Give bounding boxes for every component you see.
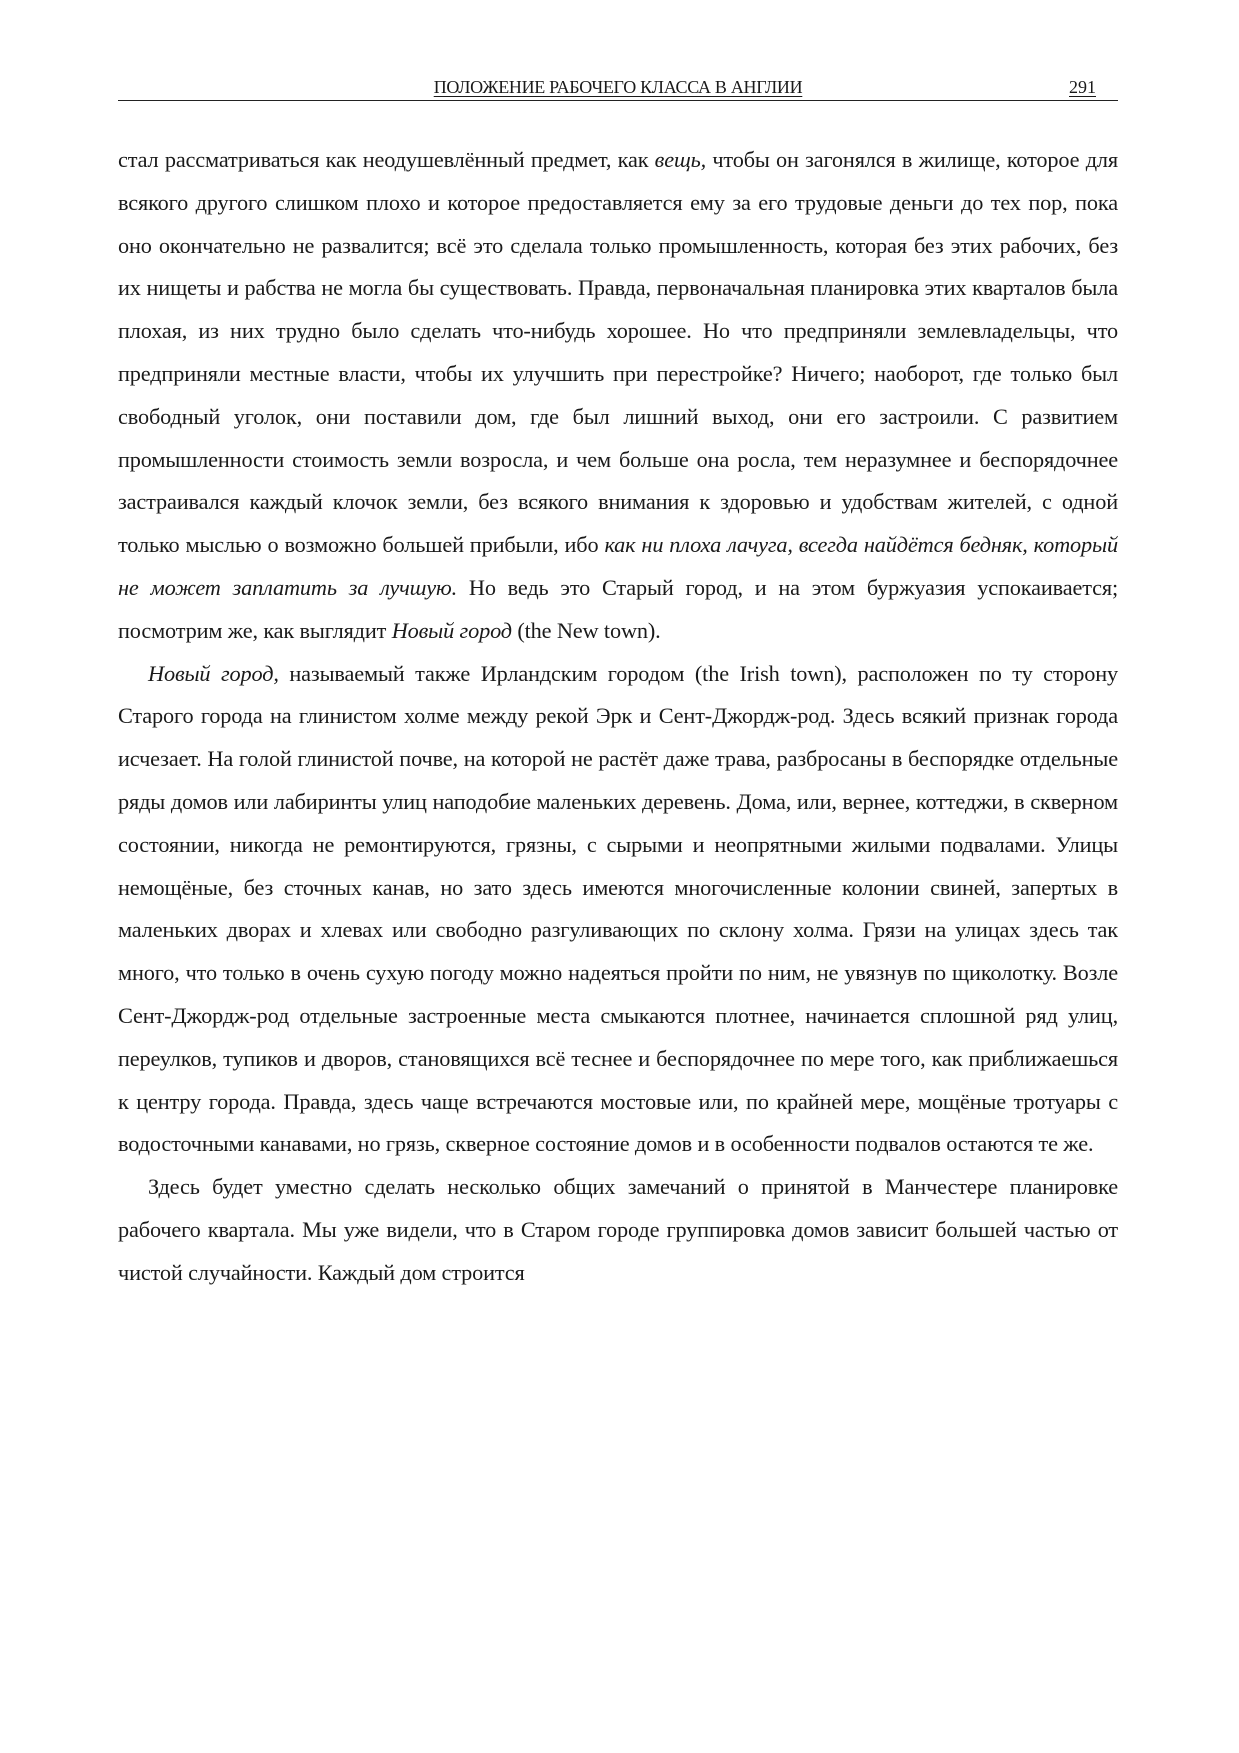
- italic-run: как ни плоха лачуга, всегда найдётся бедняк, который не может заплатить за лучшую.: [118, 532, 1118, 600]
- running-title: ПОЛОЖЕНИЕ РАБОЧЕГО КЛАССА В АНГЛИИ: [433, 77, 803, 97]
- text-run: (the New town).: [511, 617, 661, 643]
- running-header: [118, 74, 1118, 101]
- paragraph: [118, 139, 1118, 653]
- paragraph: [118, 653, 1118, 1167]
- text-run: называемый также Ирландским городом (the Irish town), расположен по ту сторону Старого города на глинистом холме между рекой Эрк и Сент-Джордж-род. Здесь всякий признак города исчезает. На голой глинистой почве, на которой не растёт даже трава, разбросаны в беспорядке отдельные ряды домов или лабиринты улиц наподобие маленьких деревень. Дома, или, вернее, коттеджи, в скверном состоянии, никогда не ремонтируются, грязны, с сырыми и неопрятными жилыми подвалами. Улицы немощёные, без сточных канав, но зато здесь имеются многочисленные колонии свиней, запертых в маленьких дворах и хлевах или свободно разгуливающих по склону холма. Грязи на улицах здесь так много, что только в очень сухую погоду можно надеяться пройти по ним, не увязнув по щиколотку. Возле Сент-Джордж-род отдельные застроенные места смыкаются плотнее, начинается сплошной ряд улиц, переулков, тупиков и дворов, становящихся всё теснее и беспорядочнее по мере того, как приближаешься к центру города. Правда, здесь чаще встречаются мостовые или, по крайней мере, мощёные тротуары с водосточными канавами, но грязь, скверное состояние домов и в особенности подвалов остаются те же.: [118, 660, 1118, 1157]
- body-text: [118, 139, 1118, 1295]
- italic-run: Новый город,: [148, 660, 279, 686]
- text-run: чтобы он загонялся в жилище, которое для всякого другого слишком плохо и которое предоставляется ему за его трудовые деньги до тех пор, пока оно окончательно не развалится; всё это сделала только промышленность, которая без этих рабочих, без их нищеты и рабства не могла бы существовать. Правда, первоначальная планировка этих кварталов была плохая, из них трудно было сделать что-нибудь хорошее. Но что предприняли землевладельцы, что предприняли местные власти, чтобы их улучшить при перестройке? Ничего; наоборот, где только был свободный уголок, они поставили дом, где был лишний выход, они его застроили. С развитием промышленности стоимость земли возросла, и чем больше она росла, тем неразумнее и беспорядочнее застраивался каждый клочок земли, без всякого внимания к здоровью и удобствам жителей, с одной только мыслью о возможно большей прибыли, ибо: [118, 147, 1118, 558]
- italic-run: Новый город: [391, 617, 512, 643]
- paragraph: [118, 1166, 1118, 1294]
- italic-run: вещь,: [654, 147, 707, 172]
- document-page: [118, 74, 1118, 1295]
- page-number: 291: [1069, 77, 1096, 97]
- text-run: стал рассматриваться как неодушевлённый предмет, как: [118, 147, 655, 172]
- text-run: Но ведь это Старый город, и на этом буржуазия успокаивается; посмотрим же, как выглядит: [118, 574, 1118, 643]
- text-run: Здесь будет уместно сделать несколько общих замечаний о принятой в Манчестере планировке рабочего квартала. Мы уже видели, что в Старом городе группировка домов зависит большей частью от чистой случайности. Каждый дом строится: [118, 1174, 1118, 1285]
